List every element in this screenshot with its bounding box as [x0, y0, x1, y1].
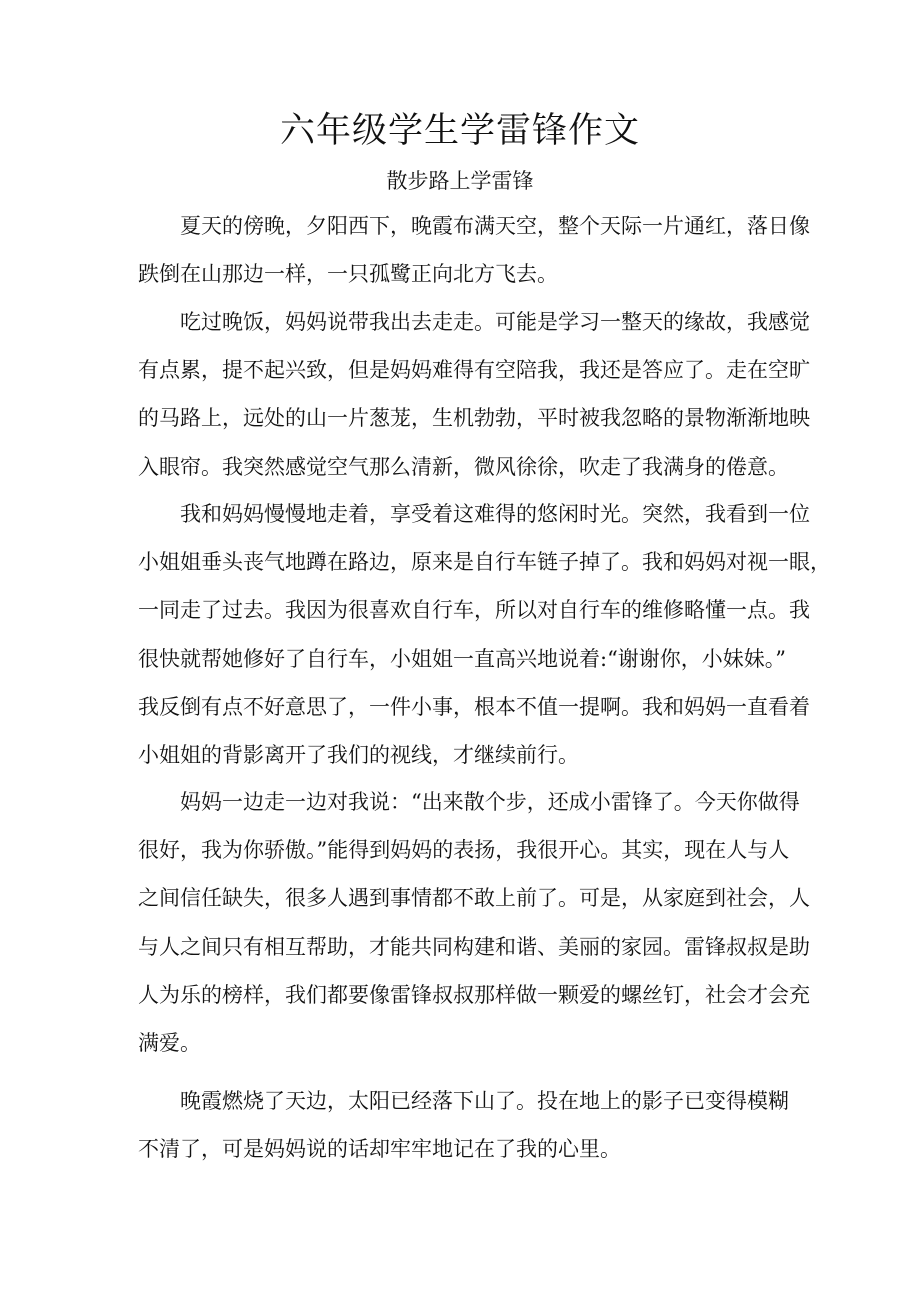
paragraph-2: [138, 298, 810, 491]
paragraph-line: 小姐姐的背影离开了我们的视线，才继续前行。: [138, 743, 579, 768]
paragraph-line: 小姐姐垂头丧气地蹲在路边，原来是自行车链子掉了。我和妈妈对视一眼，: [138, 550, 831, 575]
paragraph-line: 我和妈妈慢慢地走着，享受着这难得的悠闲时光。突然，我看到一位: [180, 502, 810, 526]
document-subtitle: 散步路上学雷锋: [386, 169, 534, 193]
paragraph-4: [138, 778, 810, 1067]
paragraph-line: 跌倒在山那边一样，一只孤鹭正向北方飞去。: [138, 262, 558, 287]
document-title: 六年级学生学雷锋作文: [279, 111, 640, 151]
paragraph-line: 人为乐的榜样，我们都要像雷锋叔叔那样做一颗爱的螺丝钉，社会才会充: [138, 982, 810, 1007]
paragraph-line: 很快就帮她修好了自行车，小姐姐一直高兴地说着:“谢谢你，小妹妹。”: [138, 646, 787, 671]
paragraph-line: 晚霞燃烧了天边，太阳已经落下山了。投在地上的影子已变得模糊: [180, 1089, 789, 1113]
paragraph-line: 我反倒有点不好意思了，一件小事，根本不值一提啊。我和妈妈一直看着: [138, 694, 810, 719]
paragraph-line: 与人之间只有相互帮助，才能共同构建和谐、美丽的家园。雷锋叔叔是助: [138, 934, 810, 959]
paragraph-line: 吃过晚饭，妈妈说带我出去走走。可能是学习一整天的缘故，我感觉: [180, 310, 810, 334]
paragraph-1: [138, 202, 810, 298]
paragraph-line: 的马路上，远处的山一片葱茏，生机勃勃，平时被我忽略的景物渐渐地映: [138, 406, 810, 431]
paragraph-line: 妈妈一边走一边对我说：“出来散个步，还成小雷锋了。今天你做得: [180, 790, 800, 814]
paragraph-5: [138, 1077, 798, 1173]
paragraph-line: 很好，我为你骄傲。”能得到妈妈的表扬，我很开心。其实，现在人与人: [138, 838, 790, 863]
paragraph-line: 夏天的傍晚，夕阳西下，晚霞布满天空，整个天际一片通红，落日像: [180, 214, 810, 238]
paragraph-line: 之间信任缺失，很多人遇到事情都不敢上前了。可是，从家庭到社会，人: [138, 886, 810, 911]
paragraph-3: [138, 490, 831, 779]
paragraph-line: 有点累，提不起兴致，但是妈妈难得有空陪我，我还是答应了。走在空旷: [138, 358, 810, 383]
paragraph-line: 一同走了过去。我因为很喜欢自行车，所以对自行车的维修略懂一点。我: [138, 598, 810, 623]
paragraph-line: 满爱。: [138, 1031, 201, 1056]
paragraph-line: 不清了，可是妈妈说的话却牢牢地记在了我的心里。: [138, 1137, 621, 1162]
paragraph-line: 入眼帘。我突然感觉空气那么清新，微风徐徐，吹走了我满身的倦意。: [138, 454, 789, 479]
